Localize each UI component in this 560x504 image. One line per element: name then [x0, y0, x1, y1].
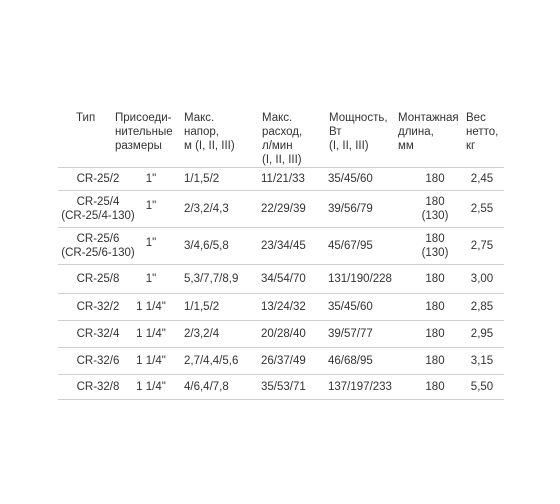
cell-length: 180 (130) — [421, 196, 449, 222]
cell-power: 39/57/77 — [328, 328, 373, 340]
cell-length: 180 (130) — [421, 233, 449, 259]
cell-connection: 1" — [145, 173, 157, 185]
cell-connection: 1" — [145, 237, 157, 249]
cell-weight: 3,15 — [470, 355, 494, 367]
cell-weight: 3,00 — [470, 273, 494, 285]
cell-weight: 2,45 — [470, 173, 494, 185]
cell-type: CR-32/6 — [76, 355, 120, 367]
cell-type: CR-25/6 (CR-25/6-130) — [61, 233, 135, 259]
header-head: Макс. напор, м (I, II, III) — [184, 112, 235, 152]
cell-type: CR-32/4 — [76, 328, 120, 340]
cell-length: 180 — [425, 273, 445, 285]
cell-weight: 2,95 — [470, 328, 494, 340]
cell-flow: 34/54/70 — [261, 273, 306, 285]
cell-head: 2,7/4,4/5,6 — [184, 355, 239, 367]
header-type: Тип — [76, 112, 96, 124]
cell-head: 2/3,2/4 — [184, 328, 220, 340]
table-row — [58, 347, 504, 374]
table-row — [58, 167, 504, 190]
cell-flow: 26/37/49 — [261, 355, 306, 367]
cell-power: 35/45/60 — [328, 173, 373, 185]
header-flow: Макс. расход, л/мин (I, II, III) — [262, 112, 303, 166]
header-power: Мощность, Вт (I, II, III) — [329, 112, 388, 152]
cell-connection: 1 1/4" — [136, 328, 166, 340]
cell-length: 180 — [425, 355, 445, 367]
table-row — [58, 320, 504, 347]
cell-type: CR-32/8 — [76, 381, 120, 393]
cell-weight: 2,75 — [470, 240, 494, 252]
cell-weight: 5,50 — [470, 381, 494, 393]
cell-power: 45/67/95 — [328, 240, 373, 252]
table-row — [58, 374, 504, 400]
header-connection: Присоеди- нительные размеры — [115, 112, 173, 152]
cell-flow: 22/29/39 — [261, 203, 306, 215]
cell-connection: 1" — [145, 200, 157, 212]
cell-head: 4/6,4/7,8 — [184, 381, 229, 393]
cell-head: 1/1,5/2 — [184, 173, 220, 185]
cell-type: CR-32/2 — [76, 301, 120, 313]
cell-flow: 13/24/32 — [261, 301, 306, 313]
cell-flow: 20/28/40 — [261, 328, 306, 340]
cell-length: 180 — [425, 381, 445, 393]
cell-length: 180 — [425, 173, 445, 185]
table-body — [58, 167, 504, 400]
cell-connection: 1" — [145, 273, 157, 285]
cell-flow: 23/34/45 — [261, 240, 306, 252]
cell-type: CR-25/4 (CR-25/4-130) — [61, 196, 135, 222]
cell-head: 3/4,6/5,8 — [184, 240, 229, 252]
cell-connection: 1 1/4" — [136, 301, 166, 313]
cell-flow: 11/21/33 — [261, 173, 305, 185]
cell-power: 131/190/228 — [328, 273, 392, 285]
cell-power: 39/56/79 — [328, 203, 373, 215]
header-length: Монтажная длина, мм — [398, 112, 459, 152]
cell-length: 180 — [425, 301, 445, 313]
cell-flow: 35/53/71 — [261, 381, 306, 393]
cell-type: CR-25/2 — [76, 173, 120, 185]
cell-weight: 2,85 — [470, 301, 494, 313]
header-weight: Вес нетто, кг — [466, 112, 499, 152]
table-header — [58, 111, 504, 167]
cell-connection: 1 1/4" — [136, 381, 166, 393]
cell-power: 137/197/233 — [328, 381, 392, 393]
table-row — [58, 264, 504, 293]
cell-type: CR-25/8 — [76, 273, 120, 285]
cell-power: 46/68/95 — [328, 355, 373, 367]
cell-head: 5,3/7,7/8,9 — [184, 273, 239, 285]
cell-length: 180 — [425, 328, 445, 340]
cell-head: 2/3,2/4,3 — [184, 203, 229, 215]
table-row — [58, 227, 504, 264]
cell-power: 35/45/60 — [328, 301, 373, 313]
cell-connection: 1 1/4" — [136, 355, 166, 367]
cell-head: 1/1,5/2 — [184, 301, 220, 313]
table-row — [58, 293, 504, 320]
specs-table — [58, 111, 504, 400]
cell-weight: 2,55 — [470, 203, 494, 215]
table-row — [58, 190, 504, 227]
